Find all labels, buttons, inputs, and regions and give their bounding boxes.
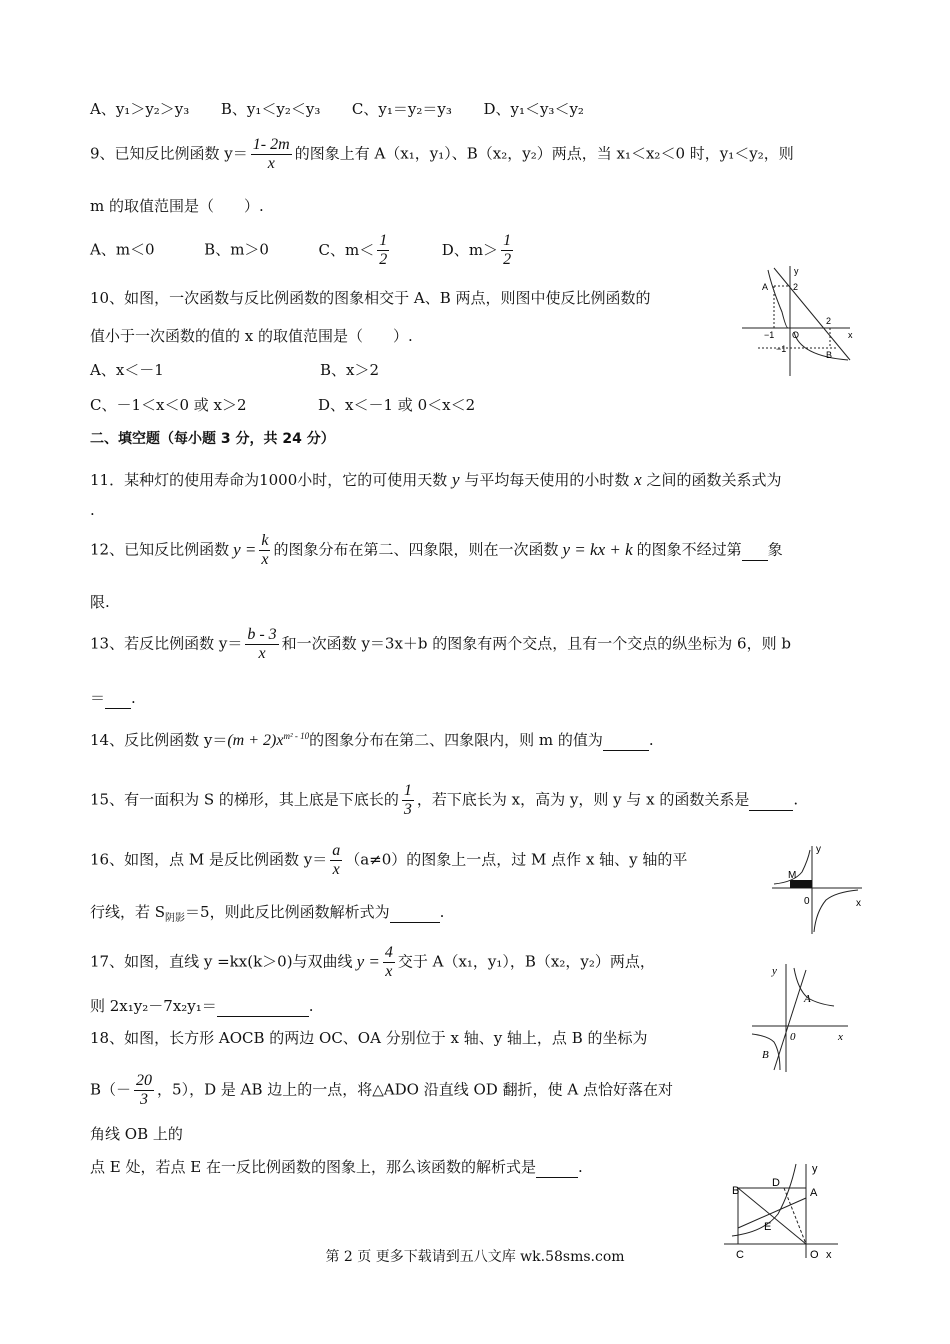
page-footer: 第 2 页 更多下载请到五八文库 wk.58sms.com <box>325 1249 625 1265</box>
q10-option-a: A、x＜－1 <box>90 361 164 379</box>
q14-blank[interactable] <box>603 730 649 751</box>
x-label: x <box>838 1031 843 1043</box>
tick-x-neg1: −1 <box>764 330 775 340</box>
segment-oe <box>738 1198 806 1228</box>
q12-line1: 12、已知反比例函数 y = $\frac{k}{x}$ 的图象分布在第二、四象限，则在一次函数 y = kx + k 的图象不经过第 象 <box>90 532 783 568</box>
q10-option-b: B、x＞2 <box>320 361 380 379</box>
tick-y-neg1: −1 <box>776 344 787 354</box>
hyperbola-branch-upper <box>794 968 834 1006</box>
q16-figure <box>770 842 866 938</box>
point-b-label: B <box>826 350 833 360</box>
origin-label: O <box>792 330 800 340</box>
q16-fraction: $\frac{a}{x}$ <box>332 842 341 878</box>
q8-options <box>90 99 584 119</box>
q16-line2: 行线，若 $S_{阴影}=5$，则此反比例函数解析式为 . <box>90 903 445 924</box>
x-label: x <box>826 1249 832 1261</box>
q9-option-d: D、m＞ $\frac{1}{2}$ <box>441 232 512 268</box>
q18-line1: 18、如图，长方形 AOCB 的两边 OC、OA 分别位于 x 轴、y 轴上，点 B 的坐标为 <box>90 1029 648 1047</box>
point-a-label: A <box>804 993 811 1005</box>
section-2-heading: 二、填空题（每小题 3 分，共 24 分） <box>90 431 335 447</box>
q10-options-cd <box>90 395 475 415</box>
q13-fraction: $\frac{b - 3}{x}$ <box>247 626 277 662</box>
q8-option-c: C、y₁＝y₂＝y₃ <box>351 100 452 118</box>
y-label: y <box>816 844 821 855</box>
q13-line2: ＝ . <box>90 689 136 707</box>
q15-fraction: $\frac{1}{3}$ <box>403 782 412 818</box>
point-o-label: O <box>810 1249 819 1261</box>
q17-fraction: $\frac{4}{x}$ <box>384 944 393 980</box>
q14-line: 14、反比例函数 $y=(m + 2)x^{m^2 - 10}$的图象分布在第二、四象限内，则 m 的值为 . <box>90 731 654 749</box>
q9-line1: 9、已知反比例函数 y＝ $\frac{1- 2m}{x}$ 的图象上有 A（x₁，y₁）、B（x₂，y₂）两点，当 x₁＜x₂＜0 时，y₁＜y₂，则 <box>90 136 794 172</box>
y-label: y <box>812 1163 818 1175</box>
q9-line2: m 的取值范围是（ ）. <box>90 197 264 215</box>
origin-label: 0 <box>790 1031 796 1043</box>
q16-line1: 16、如图，点 M 是反比例函数 y＝ $\frac{a}{x}$ （a≠0）的图象上一点，过 M 点作 x 轴、y 轴的平 <box>90 842 688 878</box>
q18-line4: 点 E 处，若点 E 在一反比例函数的图象上，那么该函数的解析式是 . <box>90 1158 583 1176</box>
q17-line2: 则 2x₁y₂－7x₂y₁＝ . <box>90 997 314 1015</box>
hyperbola-branch-upper <box>768 270 788 328</box>
q10-options-ab <box>90 360 379 380</box>
half-fraction: $\frac{1}{2}$ <box>503 232 512 268</box>
point-d-label: D <box>772 1177 780 1189</box>
x-label: x <box>848 330 853 340</box>
tick-y-2: 2 <box>793 282 799 292</box>
q16-blank[interactable] <box>390 902 440 923</box>
q10-option-c: C、－1＜x＜0 或 x＞2 <box>90 396 247 414</box>
q9-option-a: A、m＜0 <box>90 240 155 259</box>
q18-line3: 角线 OB 上的 <box>90 1125 183 1143</box>
q9-option-c: C、m＜ $\frac{1}{2}$ <box>318 232 388 268</box>
q18-blank[interactable] <box>536 1157 578 1178</box>
q17-blank[interactable] <box>217 996 309 1017</box>
q9-options <box>90 232 516 269</box>
q10-option-d: D、x＜－1 或 0＜x＜2 <box>318 396 476 414</box>
q17-figure <box>748 960 852 1076</box>
q13-line1: 13、若反比例函数 y＝ $\frac{b - 3}{x}$ 和一次函数 y＝3x＋b 的图象有两个交点，且有一个交点的纵坐标为 6，则 b <box>90 626 791 662</box>
q18-fraction: $\frac{20}{3}$ <box>136 1072 153 1108</box>
origin-label: 0 <box>804 896 810 907</box>
fold-line-od <box>784 1188 806 1244</box>
y-label: y <box>772 965 777 977</box>
q11-line1: 11．某种灯的使用寿命为1000小时，它的可使用天数 y 与平均每天使用的小时数 x 之间的函数关系式为 <box>90 470 782 489</box>
q9-fraction: $\frac{1- 2m}{x}$ <box>252 136 290 172</box>
point-e-label: E <box>764 1221 772 1233</box>
q10-line2: 值小于一次函数的值的 x 的取值范围是（ ）. <box>90 327 413 345</box>
point-b-label: B <box>762 1049 769 1061</box>
q12-blank[interactable] <box>742 540 768 561</box>
q13-blank[interactable] <box>105 688 131 709</box>
q15-line: 15、有一面积为 S 的梯形，其上底是下底长的 $\frac{1}{3}$ ，若下底长为 x，高为 y，则 y 与 x 的函数关系是 . <box>90 782 799 818</box>
q10-figure <box>738 262 856 380</box>
half-fraction: $\frac{1}{2}$ <box>379 232 388 268</box>
hyperbola-branch-lower <box>814 890 858 932</box>
point-c-label: C <box>736 1249 744 1261</box>
hyperbola-branch-lower <box>794 332 848 360</box>
tick-x-2: 2 <box>826 316 832 326</box>
y-label: y <box>794 266 799 276</box>
point-a-label: A <box>810 1187 818 1199</box>
diagonal-ob <box>738 1188 806 1244</box>
q8-option-d: D、y₁＜y₃＜y₂ <box>483 100 584 118</box>
x-label: x <box>856 898 861 909</box>
point-b-label: B <box>732 1185 740 1197</box>
q11-line2: . <box>90 501 95 519</box>
point-a-label: A <box>762 282 769 292</box>
q12-line2: 限. <box>90 593 110 611</box>
q8-option-b: B、y₁＜y₂＜y₃ <box>220 100 321 118</box>
q9-option-b: B、m＞0 <box>204 240 269 259</box>
q10-line1: 10、如图，一次函数与反比例函数的图象相交于 A、B 两点，则图中使反比例函数的 <box>90 289 651 307</box>
point-m-label: M <box>788 870 797 881</box>
q15-blank[interactable] <box>749 790 793 811</box>
q12-fraction: $\frac{k}{x}$ <box>261 532 269 568</box>
q8-option-a: A、y₁＞y₂＞y₃ <box>90 100 190 118</box>
q17-line1: 17、如图，直线 y =kx(k＞0)与双曲线 y = $\frac{4}{x}$ 交于 A（x₁，y₁），B（x₂，y₂）两点， <box>90 944 655 980</box>
shaded-rectangle <box>790 880 812 888</box>
q18-line2: B（－ $\frac{20}{3}$ ，5），D 是 AB 边上的一点，将△ADO 沿直线 OD 翻折，使 A 点恰好落在对 <box>90 1072 673 1108</box>
